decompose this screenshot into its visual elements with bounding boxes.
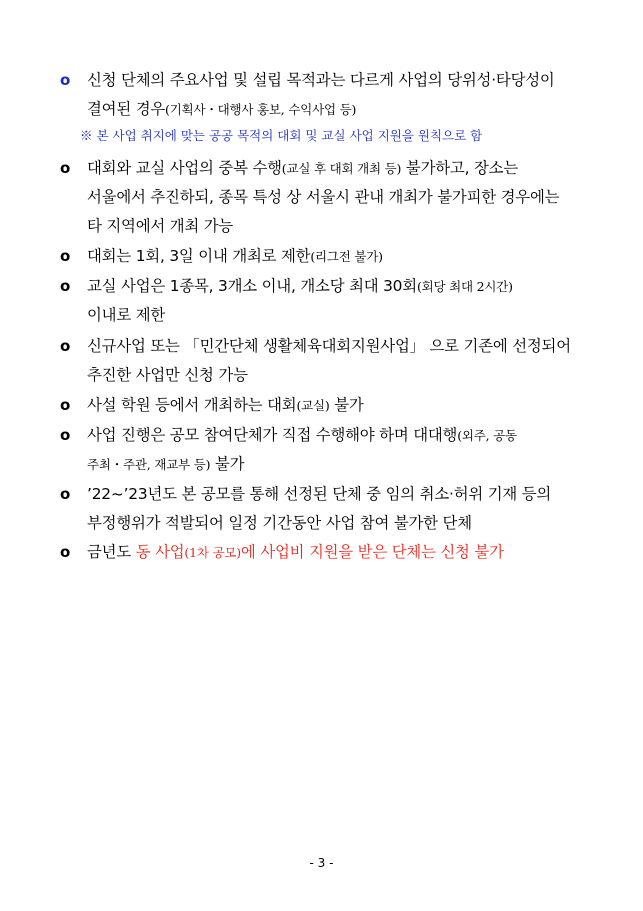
page-number: - 3 - bbox=[309, 856, 334, 870]
item-text bbox=[87, 332, 600, 390]
text-run: 불가 bbox=[210, 455, 245, 473]
text-run: 대회는 1회, 3일 이내 개최로 제한 bbox=[87, 247, 311, 265]
item-line bbox=[87, 242, 600, 271]
item-line bbox=[87, 450, 600, 479]
list-item bbox=[60, 332, 600, 390]
bullet-circle-icon: o bbox=[60, 277, 71, 295]
text-run: 신규사업 또는 「민간단체 생활체육대회지원사업」 으로 기존에 선정되어 bbox=[87, 337, 571, 355]
item-line bbox=[87, 509, 600, 538]
item-text bbox=[87, 480, 600, 538]
item-text bbox=[87, 66, 600, 124]
text-run: 타 지역에서 개최 가능 bbox=[87, 217, 234, 235]
text-run-highlight: 동 사업 bbox=[135, 543, 185, 561]
bullet-circle-icon: o bbox=[60, 247, 71, 265]
item-line bbox=[87, 95, 600, 124]
item-line bbox=[87, 154, 600, 183]
item-line bbox=[87, 332, 600, 361]
item-line bbox=[87, 391, 600, 420]
item-line bbox=[87, 480, 600, 509]
list-item bbox=[60, 480, 600, 538]
bullet-circle-icon: o bbox=[60, 426, 71, 444]
item-line bbox=[87, 272, 600, 301]
text-run-small: (회당 최대 2시간) bbox=[416, 279, 513, 294]
item-line bbox=[87, 66, 600, 95]
list-item bbox=[60, 272, 600, 330]
policy-note: ※ 본 사업 취지에 맞는 공공 목적의 대회 및 교실 사업 지원을 원칙으로 함 bbox=[80, 128, 483, 143]
text-run: 사설 학원 등에서 개최하는 대회 bbox=[87, 396, 297, 414]
item-text bbox=[87, 421, 600, 479]
text-run: 금년도 bbox=[87, 543, 136, 561]
text-run-small: (외주, 공동 bbox=[457, 428, 517, 443]
item-line bbox=[87, 301, 600, 330]
text-run: 대회와 교실 사업의 중복 수행 bbox=[87, 159, 282, 177]
text-run-small: 주최・주관, 재교부 등) bbox=[87, 457, 211, 472]
text-run: ’22~’23년도 본 공모를 통해 선정된 단체 중 임의 취소·허위 기재 등의 bbox=[87, 485, 552, 503]
list-item bbox=[60, 242, 600, 271]
text-run-small: (교실) bbox=[296, 398, 330, 413]
list-item bbox=[60, 391, 600, 420]
text-run-highlight: 에 사업비 지원을 받은 단체는 신청 불가 bbox=[240, 543, 504, 561]
item-line bbox=[87, 212, 600, 241]
text-run-small-highlight: (1차 공모) bbox=[184, 545, 241, 560]
item-line bbox=[87, 538, 600, 567]
item-text bbox=[87, 391, 600, 420]
text-run: 신청 단체의 주요사업 및 설립 목적과는 다르게 사업의 당위성·타당성이 bbox=[87, 71, 555, 89]
text-run-small: (교실 후 대회 개최 등) bbox=[281, 161, 402, 176]
text-run-small: (리그전 불가) bbox=[310, 249, 383, 264]
bullet-circle-icon: o bbox=[60, 71, 71, 89]
text-run: 서울에서 추진하되, 종목 특성 상 서울시 관내 개최가 불가피한 경우에는 bbox=[87, 188, 560, 206]
text-run: 불가 bbox=[329, 396, 364, 414]
bullet-circle-icon: o bbox=[60, 159, 71, 177]
item-line bbox=[87, 183, 600, 212]
text-run: 추진한 사업만 신청 가능 bbox=[87, 366, 248, 384]
list-item bbox=[60, 154, 600, 241]
bullet-circle-icon: o bbox=[60, 396, 71, 414]
bullet-circle-icon: o bbox=[60, 337, 71, 355]
item-text bbox=[87, 538, 600, 567]
item-line bbox=[87, 421, 600, 450]
bullet-circle-icon: o bbox=[60, 543, 71, 561]
item-text bbox=[87, 154, 600, 241]
list-item bbox=[60, 66, 600, 124]
text-run: 교실 사업은 1종목, 3개소 이내, 개소당 최대 30회 bbox=[87, 277, 417, 295]
text-run: 사업 진행은 공모 참여단체가 직접 수행해야 하며 대대행 bbox=[87, 426, 458, 444]
bullet-circle-icon: o bbox=[60, 485, 71, 503]
text-run: 부정행위가 적발되어 일정 기간동안 사업 참여 불가한 단체 bbox=[87, 514, 472, 532]
text-run: 이내로 제한 bbox=[87, 306, 166, 324]
item-line bbox=[87, 361, 600, 390]
item-text bbox=[87, 272, 600, 330]
text-run: 결여된 경우 bbox=[87, 100, 166, 118]
list-item bbox=[60, 538, 600, 567]
item-text bbox=[87, 242, 600, 271]
text-run: 불가하고, 장소는 bbox=[401, 159, 518, 177]
text-run-small: (기획사・대행사 홍보, 수익사업 등) bbox=[165, 102, 357, 117]
list-item bbox=[60, 421, 600, 479]
